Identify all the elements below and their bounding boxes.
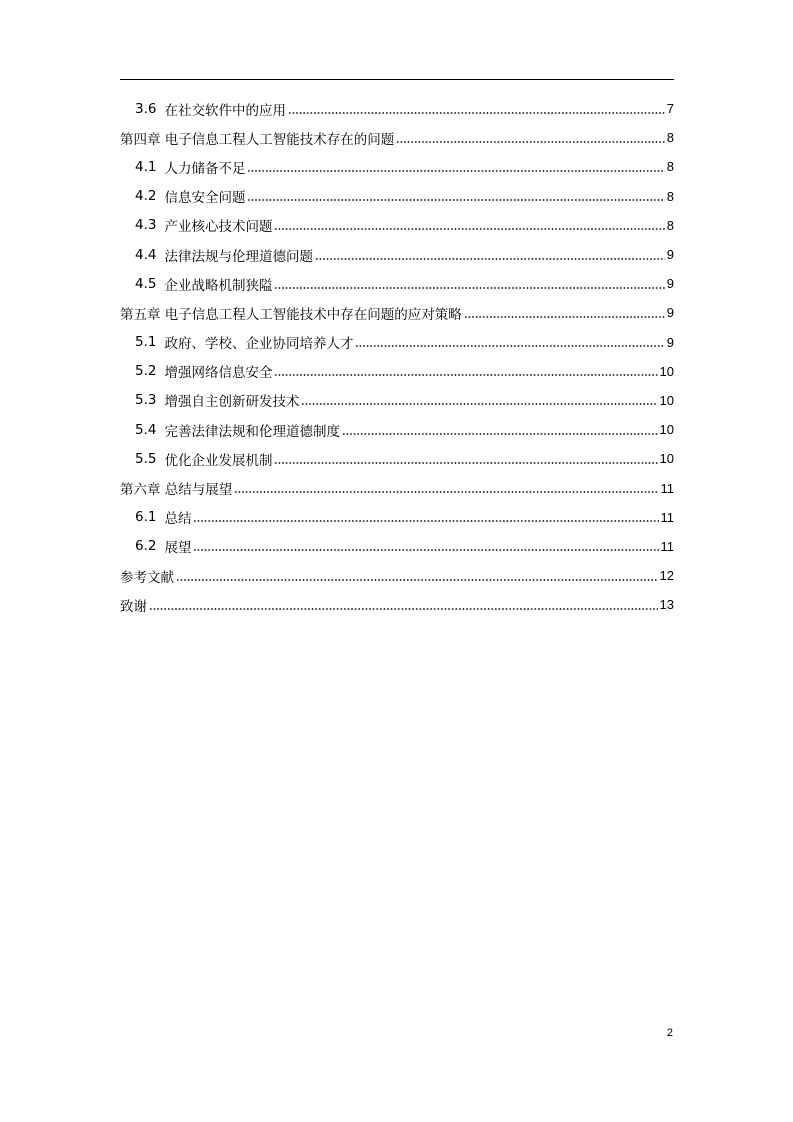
toc-entry-title: 法律法规与伦理道德问题 bbox=[164, 248, 313, 265]
toc-entry-number: 6.1 bbox=[135, 509, 157, 526]
toc-entry-acknowledgements[interactable] bbox=[120, 590, 674, 619]
toc-entry-title: 在社交软件中的应用 bbox=[164, 102, 286, 119]
toc-entry-title: 优化企业发展机制 bbox=[164, 452, 273, 469]
toc-entry-6-1[interactable] bbox=[120, 503, 674, 532]
toc-entry-number: 4.3 bbox=[135, 217, 157, 234]
dot-leader bbox=[355, 344, 664, 348]
dot-leader bbox=[274, 461, 657, 465]
toc-entry-4-2[interactable] bbox=[120, 182, 674, 211]
toc-entry-title: 第四章 电子信息工程人工智能技术存在的问题 bbox=[120, 131, 395, 148]
toc-entry-page: 8 bbox=[666, 188, 674, 204]
toc-entry-page: 8 bbox=[666, 130, 674, 146]
toc-entry-page: 9 bbox=[666, 247, 674, 263]
dot-leader bbox=[342, 432, 658, 436]
toc-entry-number: 3.6 bbox=[135, 100, 157, 117]
toc-entry-title: 致谢 bbox=[120, 598, 147, 615]
dot-leader bbox=[247, 169, 664, 173]
toc-entry-title: 参考文献 bbox=[120, 569, 174, 586]
toc-entry-page: 7 bbox=[666, 101, 674, 117]
dot-leader bbox=[149, 607, 658, 611]
toc-entry-number: 5.4 bbox=[135, 421, 157, 438]
dot-leader bbox=[301, 402, 657, 406]
toc-entry-page: 11 bbox=[660, 538, 674, 554]
toc-entry-5-1[interactable] bbox=[120, 328, 674, 357]
toc-entry-title: 增强网络信息安全 bbox=[164, 365, 273, 382]
toc-entry-page: 10 bbox=[659, 422, 674, 438]
toc-entry-title: 人力储备不足 bbox=[164, 160, 246, 177]
toc-entry-page: 10 bbox=[659, 451, 674, 467]
toc-entry-5-3[interactable] bbox=[120, 386, 674, 415]
toc-entry-number: 4.5 bbox=[135, 275, 157, 292]
dot-leader bbox=[274, 286, 664, 290]
dot-leader bbox=[193, 519, 658, 523]
toc-entry-4-5[interactable] bbox=[120, 269, 674, 298]
toc-entry-number: 6.2 bbox=[135, 538, 157, 555]
toc-entry-number: 4.4 bbox=[135, 246, 157, 263]
toc-entry-5-2[interactable] bbox=[120, 357, 674, 386]
dot-leader bbox=[396, 140, 664, 144]
toc-entry-number: 4.1 bbox=[135, 158, 157, 175]
toc-entry-title: 总结 bbox=[164, 511, 192, 528]
dot-leader bbox=[274, 227, 664, 231]
toc-entry-page: 13 bbox=[659, 597, 674, 613]
toc-entry-6-2[interactable] bbox=[120, 532, 674, 561]
toc-entry-title: 第六章 总结与展望 bbox=[120, 482, 233, 499]
toc-entry-3-6[interactable] bbox=[120, 94, 674, 123]
toc-entry-title: 信息安全问题 bbox=[164, 190, 246, 207]
toc-entry-page: 8 bbox=[666, 159, 674, 175]
toc-entry-title: 增强自主创新研发技术 bbox=[164, 394, 300, 411]
toc-entry-4-4[interactable] bbox=[120, 240, 674, 269]
toc-entry-title: 第五章 电子信息工程人工智能技术中存在问题的应对策略 bbox=[120, 306, 462, 323]
toc-entry-5-5[interactable] bbox=[120, 444, 674, 473]
dot-leader bbox=[274, 373, 657, 377]
dot-leader bbox=[464, 315, 665, 319]
toc-entry-title: 完善法律法规和伦理道德制度 bbox=[164, 423, 340, 440]
toc-entry-number: 5.2 bbox=[135, 363, 157, 380]
toc-entry-title: 展望 bbox=[164, 540, 192, 557]
table-of-contents bbox=[120, 94, 674, 619]
toc-entry-page: 12 bbox=[659, 568, 674, 584]
page-number: 2 bbox=[666, 1027, 673, 1039]
toc-entry-number: 4.2 bbox=[135, 188, 157, 205]
toc-entry-page: 9 bbox=[666, 305, 674, 321]
toc-entry-page: 11 bbox=[660, 509, 674, 525]
toc-entry-5-4[interactable] bbox=[120, 415, 674, 444]
toc-entry-4-1[interactable] bbox=[120, 152, 674, 181]
toc-entry-number: 5.1 bbox=[135, 334, 157, 351]
dot-leader bbox=[288, 111, 665, 115]
toc-entry-chapter-6[interactable] bbox=[120, 473, 674, 502]
toc-entry-number: 5.3 bbox=[135, 392, 157, 409]
toc-entry-page: 8 bbox=[666, 217, 674, 233]
toc-entry-page: 10 bbox=[659, 363, 674, 379]
toc-entry-references[interactable] bbox=[120, 561, 674, 590]
dot-leader bbox=[315, 257, 665, 261]
toc-entry-4-3[interactable] bbox=[120, 211, 674, 240]
toc-entry-chapter-4[interactable] bbox=[120, 123, 674, 152]
toc-entry-page: 11 bbox=[660, 480, 674, 496]
dot-leader bbox=[247, 198, 664, 202]
dot-leader bbox=[234, 490, 658, 494]
toc-entry-title: 产业核心技术问题 bbox=[164, 219, 273, 236]
toc-entry-title: 政府、学校、企业协同培养人才 bbox=[164, 336, 354, 353]
toc-entry-page: 9 bbox=[666, 334, 674, 350]
toc-entry-page: 9 bbox=[666, 276, 674, 292]
toc-entry-page: 10 bbox=[659, 392, 674, 408]
dot-leader bbox=[193, 548, 658, 552]
dot-leader bbox=[176, 578, 658, 582]
toc-entry-number: 5.5 bbox=[135, 450, 157, 467]
toc-entry-chapter-5[interactable] bbox=[120, 298, 674, 327]
toc-entry-title: 企业战略机制狭隘 bbox=[164, 277, 273, 294]
header-rule bbox=[120, 79, 674, 80]
